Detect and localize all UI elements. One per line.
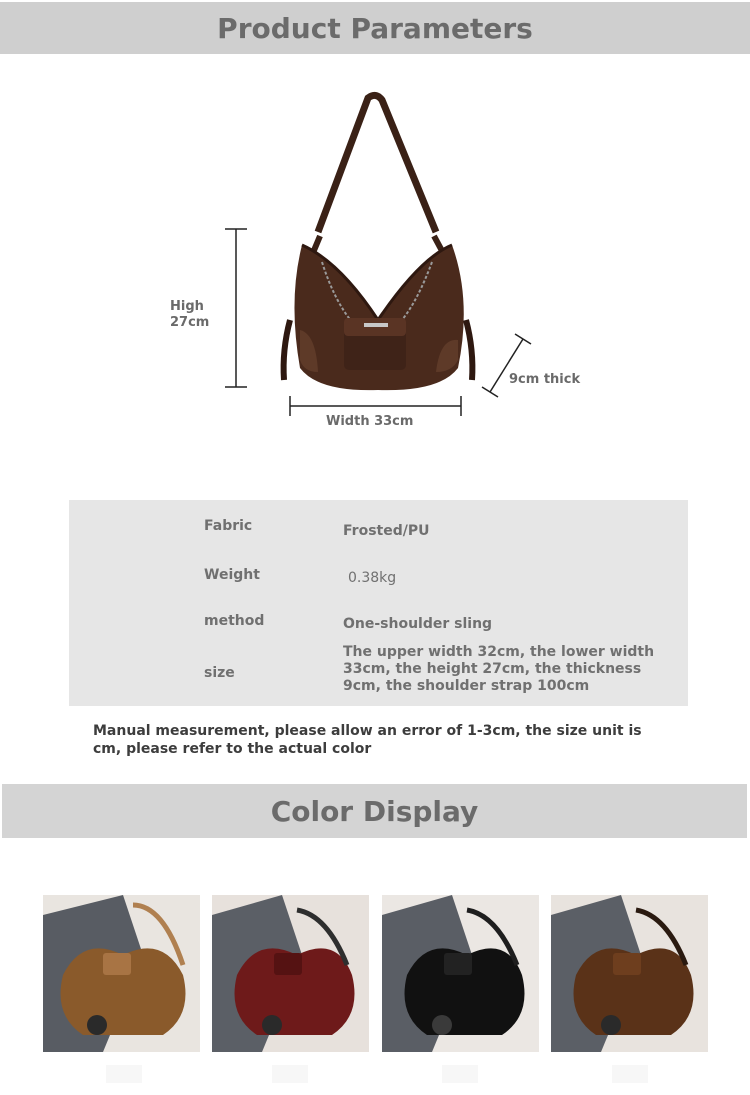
color-swatch-black[interactable]	[382, 895, 539, 1052]
param-value-weight: 0.38kg	[348, 570, 397, 586]
param-value-size: The upper width 32cm, the lower width 33cm, the height 27cm, the thickness 9cm, the shoulder strap 100cm	[343, 644, 655, 694]
measurement-note: Manual measurement, please allow an error of 1-3cm, the size unit is cm, please refer to the actual color	[93, 723, 642, 757]
swatch-caption	[106, 1065, 142, 1083]
param-key-size: size	[204, 665, 235, 681]
color-display-banner	[2, 784, 747, 838]
param-value-method: One-shoulder sling	[343, 616, 493, 632]
param-key-fabric: Fabric	[204, 518, 253, 534]
parameters-table	[69, 500, 688, 706]
swatch-caption	[612, 1065, 648, 1083]
param-key-method: method	[204, 613, 265, 629]
parameters-banner	[0, 2, 750, 54]
thickness-label: 9cm thick	[509, 372, 581, 387]
height-label: High 27cm	[170, 299, 210, 330]
color-swatch-khaki[interactable]	[43, 895, 200, 1052]
parameters-title: Product Parameters	[217, 11, 533, 45]
color-swatch-brown[interactable]	[551, 895, 708, 1052]
width-label: Width 33cm	[326, 414, 414, 429]
param-key-weight: Weight	[204, 567, 260, 583]
color-display-title: Color Display	[270, 794, 479, 828]
swatch-caption	[272, 1065, 308, 1083]
swatch-caption	[442, 1065, 478, 1083]
color-swatch-wine-red[interactable]	[212, 895, 369, 1052]
param-value-fabric: Frosted/PU	[343, 523, 430, 539]
